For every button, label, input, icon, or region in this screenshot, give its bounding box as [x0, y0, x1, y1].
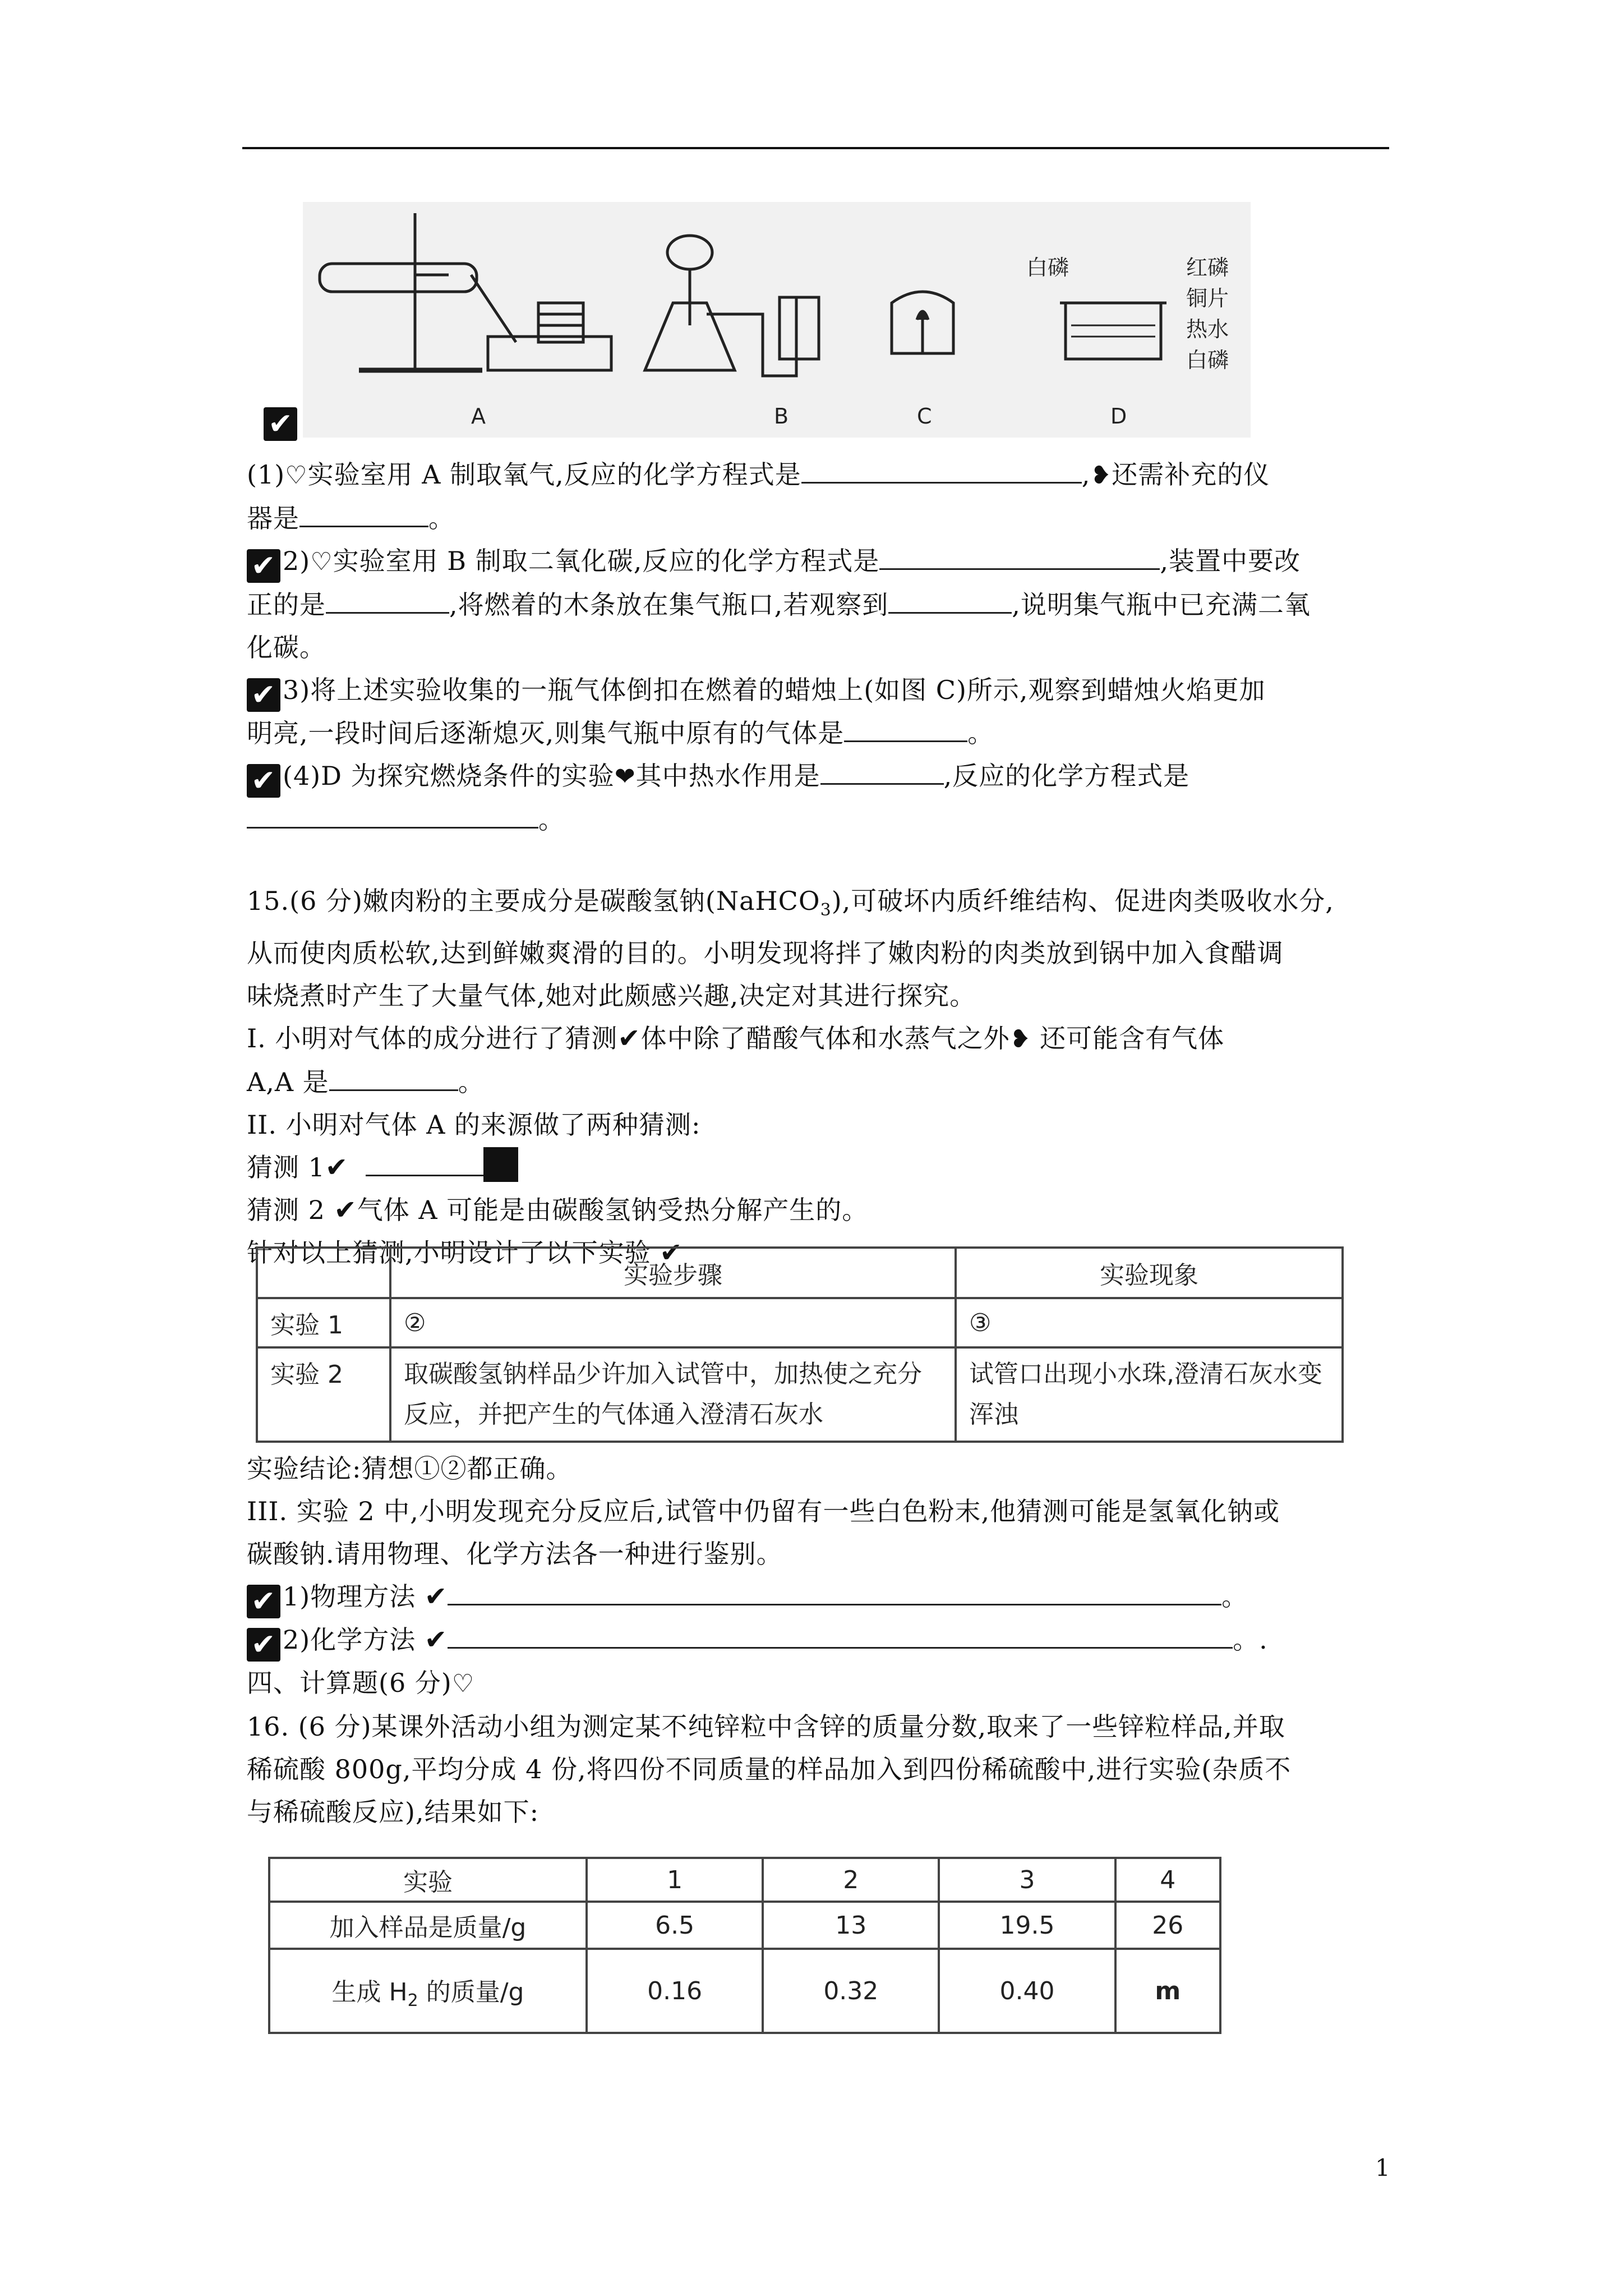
q14-p4-text: D 为探究燃烧条件的实验 [321, 761, 615, 791]
answer-blank[interactable] [326, 590, 449, 614]
answer-blank[interactable] [448, 1625, 1233, 1649]
q14-p1-line2: 器是 [247, 503, 299, 533]
heart-outline-icon: ♡ [310, 547, 333, 576]
q15-guess1-label: 猜测 1 [247, 1152, 325, 1183]
table-header-cell: 实验现象 [956, 1248, 1343, 1298]
q15-i-line2: A,A 是 [247, 1067, 329, 1098]
check-icon: ✔ [617, 1023, 641, 1055]
answer-blank[interactable] [820, 761, 944, 785]
q14-part2-line2 [247, 583, 1391, 626]
q14-p2-line2a: 正的是 [247, 590, 326, 620]
check-box-icon: ✔ [247, 1585, 280, 1618]
table-row [257, 1347, 1343, 1442]
q15-line1 [247, 880, 1391, 932]
q14-p2-tail: ,装置中要改 [1160, 546, 1301, 576]
q16-line1: 16. (6 分)某课外活动小组为测定某不纯锌粒中含锌的质量分数,取来了一些锌粒样品,并取 [247, 1711, 1285, 1742]
q15-m1-label: 1)物理方法 [283, 1581, 416, 1612]
heart-icon: ❤ [614, 762, 636, 791]
fig-label-a: A [471, 404, 486, 429]
answer-blank[interactable] [801, 459, 1082, 484]
answer-blank[interactable] [329, 1067, 458, 1091]
fig-label-d-red-p: 红磷 [1186, 255, 1229, 280]
h2-label-a: 生成 H [331, 1977, 408, 2007]
fig-label-b: B [774, 404, 789, 429]
q14-part4 [247, 754, 1391, 798]
answer-blank[interactable] [844, 718, 967, 742]
check-icon: ✔ [424, 1581, 448, 1612]
q15-i-a: I. 小明对气体的成分进行了猜测 [247, 1023, 618, 1054]
header-rule [242, 147, 1389, 149]
q15-guess2-label: 猜测 2 [247, 1195, 325, 1226]
heart-outline-icon: ♡ [285, 461, 308, 490]
fig-label-d-white-p: 白磷 [1186, 348, 1229, 372]
table-cell: 实验 1 [257, 1298, 390, 1347]
q14-p3-num: 3) [283, 675, 311, 705]
table-cell [269, 1949, 587, 2033]
table-header-cell: 3 [939, 1858, 1115, 1902]
check-icon: ✔ [660, 1237, 683, 1269]
q14-p3-line2: 明亮,一段时间后逐渐熄灭,则集气瓶中原有的气体是 [247, 718, 845, 748]
q15-m2-end: 。. [1233, 1625, 1268, 1655]
q14-p3-end: 。 [967, 718, 994, 748]
q15-i-b: 体中除了醋酸气体和水蒸气之外 [640, 1023, 1010, 1054]
black-square-icon [483, 1147, 518, 1182]
q14-p1-tail2: 还需补充的仪 [1112, 459, 1270, 490]
table-cell: 19.5 [939, 1902, 1115, 1949]
check-box-icon: ✔ [247, 764, 280, 798]
q15-m2-label: 2)化学方法 [283, 1625, 416, 1655]
answer-blank[interactable] [888, 590, 1012, 614]
apparatus-a [320, 213, 611, 370]
q14-p1-num: (1) [247, 459, 285, 490]
experiment-table [256, 1246, 1344, 1443]
q16-line3: 与稀硫酸反应),结果如下: [247, 1797, 540, 1827]
table-cell: 加入样品是质量/g [269, 1902, 587, 1949]
h2-label-sub: 2 [407, 1990, 418, 2010]
q15-l1-tail: ),可破坏内质纤维结构、促进肉类吸收水分, [831, 886, 1334, 916]
answer-blank[interactable] [299, 503, 428, 527]
q15-iii-line2: 碳酸钠.请用物理、化学方法各一种进行鉴别。 [247, 1539, 783, 1569]
q14-p2-num: 2) [283, 546, 311, 576]
check-icon: ✔ [334, 1194, 357, 1226]
q14-part4-line2 [247, 798, 1391, 841]
apparatus-b [645, 236, 819, 376]
q14-part3 [247, 669, 1391, 712]
q15-design-text: 针对以上猜测,小明设计了以下实验 [247, 1237, 651, 1268]
q15-method1 [247, 1575, 1391, 1618]
table-row [269, 1902, 1220, 1949]
table-header-cell [257, 1248, 390, 1298]
q15-l1: 15.(6 分)嫩肉粉的主要成分是碳酸氢钠(NaHCO [247, 886, 820, 916]
q14-p4-end: 。 [538, 804, 565, 835]
check-icon: ✔ [424, 1624, 448, 1655]
check-box-icon: ✔ [247, 1628, 280, 1662]
table-cell: 实验 2 [257, 1347, 390, 1442]
check-box-icon: ✔ [247, 678, 280, 712]
table-header-cell: 实验 [269, 1858, 587, 1902]
table-cell: ③ [956, 1298, 1343, 1347]
q14-p2-line3: 化碳。 [247, 632, 326, 662]
q15-i-end: 。 [458, 1067, 485, 1098]
q15-after-table [247, 1447, 1391, 1833]
q14-p2-text: 实验室用 B 制取二氧化碳,反应的化学方程式是 [333, 546, 880, 576]
check-icon: ✔ [325, 1152, 349, 1184]
q15-part-i-line2 [247, 1061, 1391, 1103]
q14-p4-tail: ,反应的化学方程式是 [943, 761, 1190, 791]
fig-label-c: C [917, 404, 932, 429]
q15-conclusion: 实验结论:猜想①②都正确。 [247, 1453, 573, 1484]
q14-p1-text: 实验室用 A 制取氧气,反应的化学方程式是 [307, 459, 801, 490]
q14-part2 [247, 540, 1391, 583]
table-header-cell: 4 [1115, 1858, 1220, 1902]
apparatus-figure [303, 202, 1251, 438]
zinc-results-table [268, 1857, 1221, 2034]
q15-i-c: 还可能含有气体 [1031, 1023, 1225, 1054]
answer-blank[interactable] [366, 1152, 483, 1176]
q15-guess2-text: 气体 A 可能是由碳酸氢钠受热分解产生的。 [357, 1195, 869, 1226]
table-cell: 试管口出现小水珠,澄清石灰水变浑浊 [956, 1347, 1343, 1442]
answer-blank[interactable] [879, 546, 1160, 570]
q14-p3-text: 将上述实验收集的一瓶气体倒扣在燃着的蜡烛上(如图 C)所示,观察到蜡烛火焰更加 [310, 675, 1266, 705]
fig-label-d-hot-water: 热水 [1186, 317, 1229, 342]
q14-p4-num: (4) [283, 761, 321, 791]
q15-method2 [247, 1618, 1391, 1662]
table-header-cell: 2 [763, 1858, 939, 1902]
table-row [257, 1298, 1343, 1347]
table-cell: 0.40 [939, 1949, 1115, 2033]
q15-block [247, 880, 1391, 1274]
apparatus-c [892, 292, 953, 353]
q14-p2-line2b: ,将燃着的木条放在集气瓶口,若观察到 [449, 590, 889, 620]
q14-part3-line2 [247, 712, 1391, 754]
table-header-row [269, 1858, 1220, 1902]
page-number: 1 [1375, 2154, 1390, 2182]
q14-p1-end: 。 [428, 503, 455, 533]
heart-outline-icon: ♡ [451, 1669, 475, 1698]
table-header-row [257, 1248, 1343, 1298]
table-cell: 13 [763, 1902, 939, 1949]
q15-line3: 味烧煮时产生了大量气体,她对此颇感兴趣,决定对其进行探究。 [247, 981, 976, 1011]
broken-heart-icon: ❥ [1090, 461, 1112, 490]
q15-iii-line1: III. 实验 2 中,小明发现充分反应后,试管中仍留有一些白色粉末,他猜测可能是氢氧化钠或 [247, 1496, 1280, 1526]
table-cell: m [1115, 1949, 1220, 2033]
table-cell: 26 [1115, 1902, 1220, 1949]
apparatus-d [1060, 303, 1166, 359]
section-four-title-text: 四、计算题(6 分) [247, 1668, 452, 1698]
q14-block [247, 453, 1391, 841]
check-box-icon: ✔ [264, 407, 297, 441]
q14-p2-line2c: ,说明集气瓶中已充满二氧 [1012, 590, 1311, 620]
q16-line2: 稀硫酸 800g,平均分成 4 份,将四份不同质量的样品加入到四份稀硫酸中,进行实验(杂质不 [247, 1754, 1292, 1784]
q14-p1-tail: , [1081, 459, 1091, 490]
fig-label-d: D [1110, 404, 1127, 429]
q15-line2: 从而使肉质松软,达到鲜嫩爽滑的目的。小明发现将拌了嫩肉粉的肉类放到锅中加入食醋调 [247, 938, 1284, 969]
q14-p4-text2: 其中热水作用是 [635, 761, 820, 791]
check-box-icon-wrapper [264, 407, 299, 441]
table-cell: 取碳酸氢钠样品少许加入试管中，加热使之充分反应，并把产生的气体通入澄清石灰水 [390, 1347, 956, 1442]
table-cell: 6.5 [587, 1902, 763, 1949]
table-cell: 0.16 [587, 1949, 763, 2033]
q15-part-ii: II. 小明对气体 A 的来源做了两种猜测: [247, 1110, 701, 1140]
q14-part1 [247, 453, 1391, 497]
check-box-icon: ✔ [247, 549, 280, 583]
q15-guess2 [247, 1189, 1391, 1231]
answer-blank[interactable] [448, 1581, 1221, 1605]
table-row [269, 1949, 1220, 2033]
q14-part1-line2 [247, 497, 1391, 540]
table-header-cell: 实验步骤 [390, 1248, 956, 1298]
q15-guess1 [247, 1146, 1391, 1189]
apparatus-drawing [303, 202, 1251, 438]
q15-part-i [247, 1017, 1391, 1061]
q15-l1-sub: 3 [820, 900, 832, 921]
fig-label-d-white-p-left: 白磷 [1026, 255, 1069, 280]
h2-label-b: 的质量/g [418, 1977, 524, 2007]
fig-label-d-copper: 铜片 [1186, 286, 1229, 311]
table-header-cell: 1 [587, 1858, 763, 1902]
section-four-title [247, 1662, 1391, 1705]
q15-m1-end: 。 [1221, 1581, 1248, 1612]
answer-blank[interactable] [247, 804, 538, 829]
table-cell: ② [390, 1298, 956, 1347]
broken-heart-icon: ❥ [1009, 1025, 1031, 1054]
table-cell: 0.32 [763, 1949, 939, 2033]
